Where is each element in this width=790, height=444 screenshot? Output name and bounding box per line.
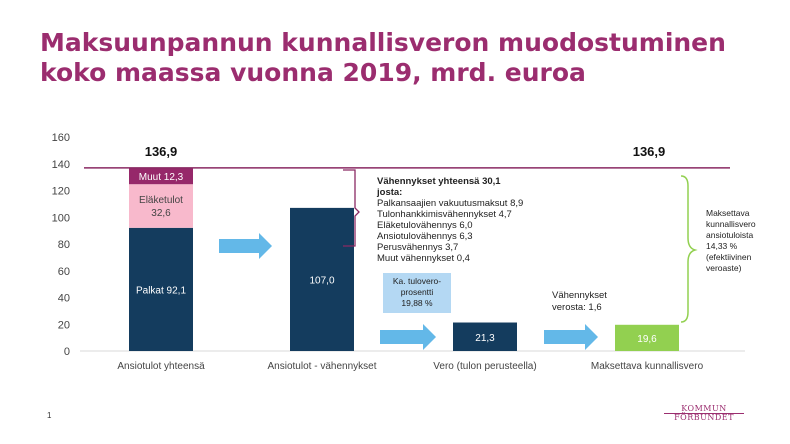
tax-deductions-text: Vähennykset [552, 290, 607, 301]
y-tick-label: 160 [51, 132, 70, 144]
title-line-2: koko maassa vuonna 2019, mrd. euroa [40, 58, 586, 87]
effective-rate-text: ansiotuloista [706, 230, 754, 240]
x-tick-label: Ansiotulot - vähennykset [267, 361, 377, 372]
deduction-item: Muut vähennykset 0,4 [377, 253, 470, 264]
x-tick-label: Vero (tulon perusteella) [433, 361, 537, 372]
y-tick-label: 60 [57, 265, 70, 278]
arrow-1 [219, 233, 272, 259]
kommunforbundet-logo [664, 405, 744, 422]
y-tick-label: 120 [51, 185, 70, 198]
stack-label-palkat: Palkat 92,1 [135, 285, 187, 297]
deduction-item: Perusvähennys 3,7 [377, 242, 459, 253]
y-tick-label: 0 [63, 346, 70, 358]
deductions-heading-sub: josta: [377, 187, 403, 198]
deductions-heading: Vähennykset yhteensä 30,1 [377, 176, 501, 187]
bar-ansiotulot-vahennykset-label: 107,0 [309, 275, 335, 287]
bar-vero-label: 21,3 [475, 332, 495, 344]
y-tick-label: 100 [51, 212, 70, 225]
effective-rate-text: Maksettava [706, 208, 750, 218]
tax-deductions-text: verosta: 1,6 [552, 302, 602, 313]
arrow-3 [544, 324, 598, 350]
deduction-item: Tulonhankkimisvähennykset 4,7 [377, 209, 512, 220]
final-total-label: 136,9 [632, 143, 666, 159]
bar-kunnallisvero-label: 19,6 [637, 333, 657, 345]
deduction-item: Palkansaajien vakuutusmaksut 8,9 [377, 198, 524, 209]
y-tick-label: 20 [57, 319, 70, 332]
effective-rate-text: (efektiivinen [706, 252, 752, 262]
x-tick-label: Ansiotulot yhteensä [117, 361, 205, 372]
effective-rate-text: kunnallisvero [706, 219, 756, 229]
deduction-item: Eläketulovähennys 6,0 [377, 220, 473, 231]
y-tick-label: 40 [57, 292, 70, 305]
stack-label-muut: Muut 12,3 [138, 171, 184, 183]
page-number: 1 [47, 411, 52, 420]
stack-value-elaketulot: 32,6 [151, 208, 171, 220]
x-tick-label: Maksettava kunnallisvero [590, 361, 704, 372]
deduction-item: Ansiotulovähennys 6,3 [377, 231, 473, 242]
tax-rate-text: 19,88 % [401, 298, 433, 308]
y-tick-label: 80 [57, 239, 70, 251]
title-line-1: Maksuunpannun kunnallisveron muodostuminen [40, 28, 726, 57]
effective-rate-text: 14,33 % [706, 241, 738, 251]
effective-rate-text: veroaste) [706, 263, 742, 273]
tax-rate-text: prosentti [400, 287, 434, 297]
logo-line-2: FÖRBUNDET [664, 413, 744, 422]
y-tick-label: 140 [51, 158, 70, 171]
tax-rate-text: Ka. tulovero- [392, 276, 442, 286]
logo-line-1: KOMMUN [681, 404, 727, 413]
effective-rate-brace [681, 176, 695, 322]
stack-label-elaketulot: Eläketulot [139, 195, 183, 207]
arrow-2 [380, 324, 436, 350]
stack-total-label: 136,9 [144, 143, 178, 159]
